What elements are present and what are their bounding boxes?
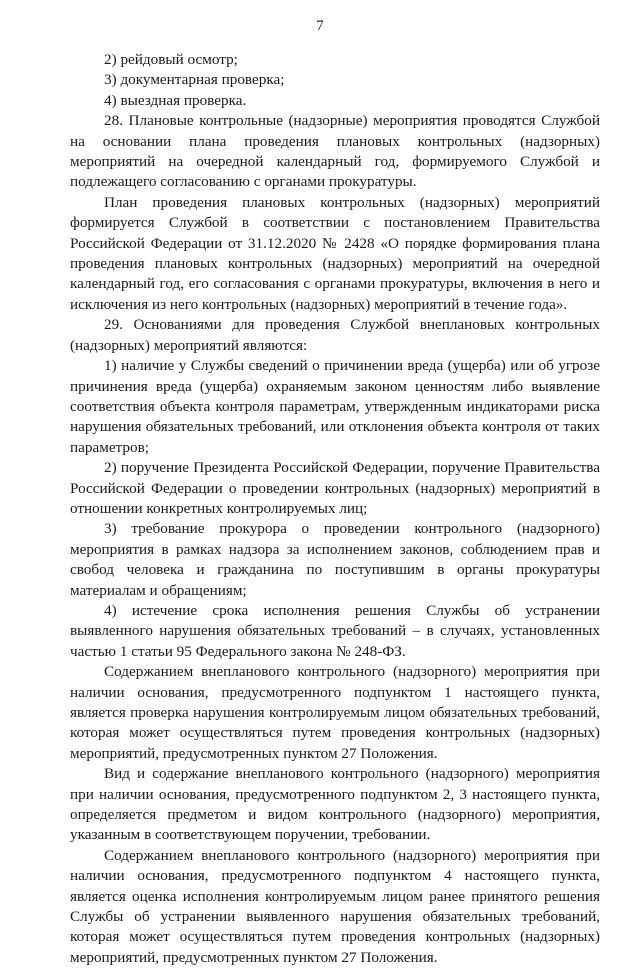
paragraph-plan: План проведения плановых контрольных (надзорных) мероприятий формируется Службой в соответствии с постановлением Правительства Российской Федерации от 31.12.2020 № 2428 «О порядке формирования плана проведения плановых контрольных (надзорных) мероприятий на очередной календарный год, его согласования с органами прокуратуры, включения в него и исключения из него контрольных (надзорных) мероприятий в течение года». [70,193,600,313]
document-body [70,50,600,968]
list-item-documentary-check: 3) документарная проверка; [104,71,285,89]
list-item-onsite-check: 4) выездная проверка. [104,91,247,109]
paragraph-29: 29. Основаниями для проведения Службой внеплановых контрольных (надзорных) мероприятий являются: [70,316,600,354]
paragraph-content-basis-4: Содержанием внепланового контрольного (надзорного) мероприятия при наличии основания, предусмотренного подпунктом 4 настоящего пункта, является оценка исполнения контролируемым лицом ранее принятого решения Службы об устранении выявленного нарушения обязательных требований, которая может осуществляться путем проведения контрольных (надзорных) мероприятий, предусмотренных пунктом 27 Положения. [70,846,600,966]
paragraph-content-basis-1: Содержанием внепланового контрольного (надзорного) мероприятия при наличии основания, предусмотренного подпунктом 1 настоящего пункта, является проверка нарушения контролируемым лицом обязательных требований, которая может осуществляться путем проведения контрольных (надзорных) мероприятий, предусмотренных пунктом 27 Положения. [70,663,600,762]
paragraph-29-item-4: 4) истечение срока исполнения решения Службы об устранении выявленного нарушения обязательных требований – в случаях, установленных частью 1 статьи 95 Федерального закона № 248-ФЗ. [70,601,600,660]
paragraph-29-item-3: 3) требование прокурора о проведении контрольного (надзорного) мероприятия в рамках надзора за исполнением законов, соблюдением прав и свобод человека и гражданина по поступившим в органы прокуратуры материалам и обращениям; [70,520,600,599]
paragraph-content-basis-2-3: Вид и содержание внепланового контрольного (надзорного) мероприятия при наличии основания, предусмотренного подпунктом 2, 3 настоящего пункта, определяется предметом и видом контрольного (надзорного) мероприятия, указанным в соответствующем поручении, требовании. [70,765,600,844]
paragraph-29-item-2: 2) поручение Президента Российской Федерации, поручение Правительства Российской Федерации о проведении контрольных (надзорных) мероприятий в отношении конкретных контролируемых лиц; [70,459,600,517]
list-item-raid-inspection: 2) рейдовый осмотр; [104,51,238,68]
paragraph-28: 28. Плановые контрольные (надзорные) мероприятия проводятся Службой на основании плана проведения плановых контрольных (надзорных) мероприятий на очередной календарный год, формируемого Службой и подлежащего согласованию с органами прокуратуры. [70,112,600,191]
paragraph-29-item-1: 1) наличие у Службы сведений о причинении вреда (ущерба) или об угрозе причинения вреда (ущерба) охраняемым законом ценностям либо выявление соответствия объекта контроля параметрам, утвержденным индикаторами риска нарушения обязательных требований, или отклонения объекта контроля от таких параметров; [70,357,600,456]
page-number: 7 [316,18,324,34]
